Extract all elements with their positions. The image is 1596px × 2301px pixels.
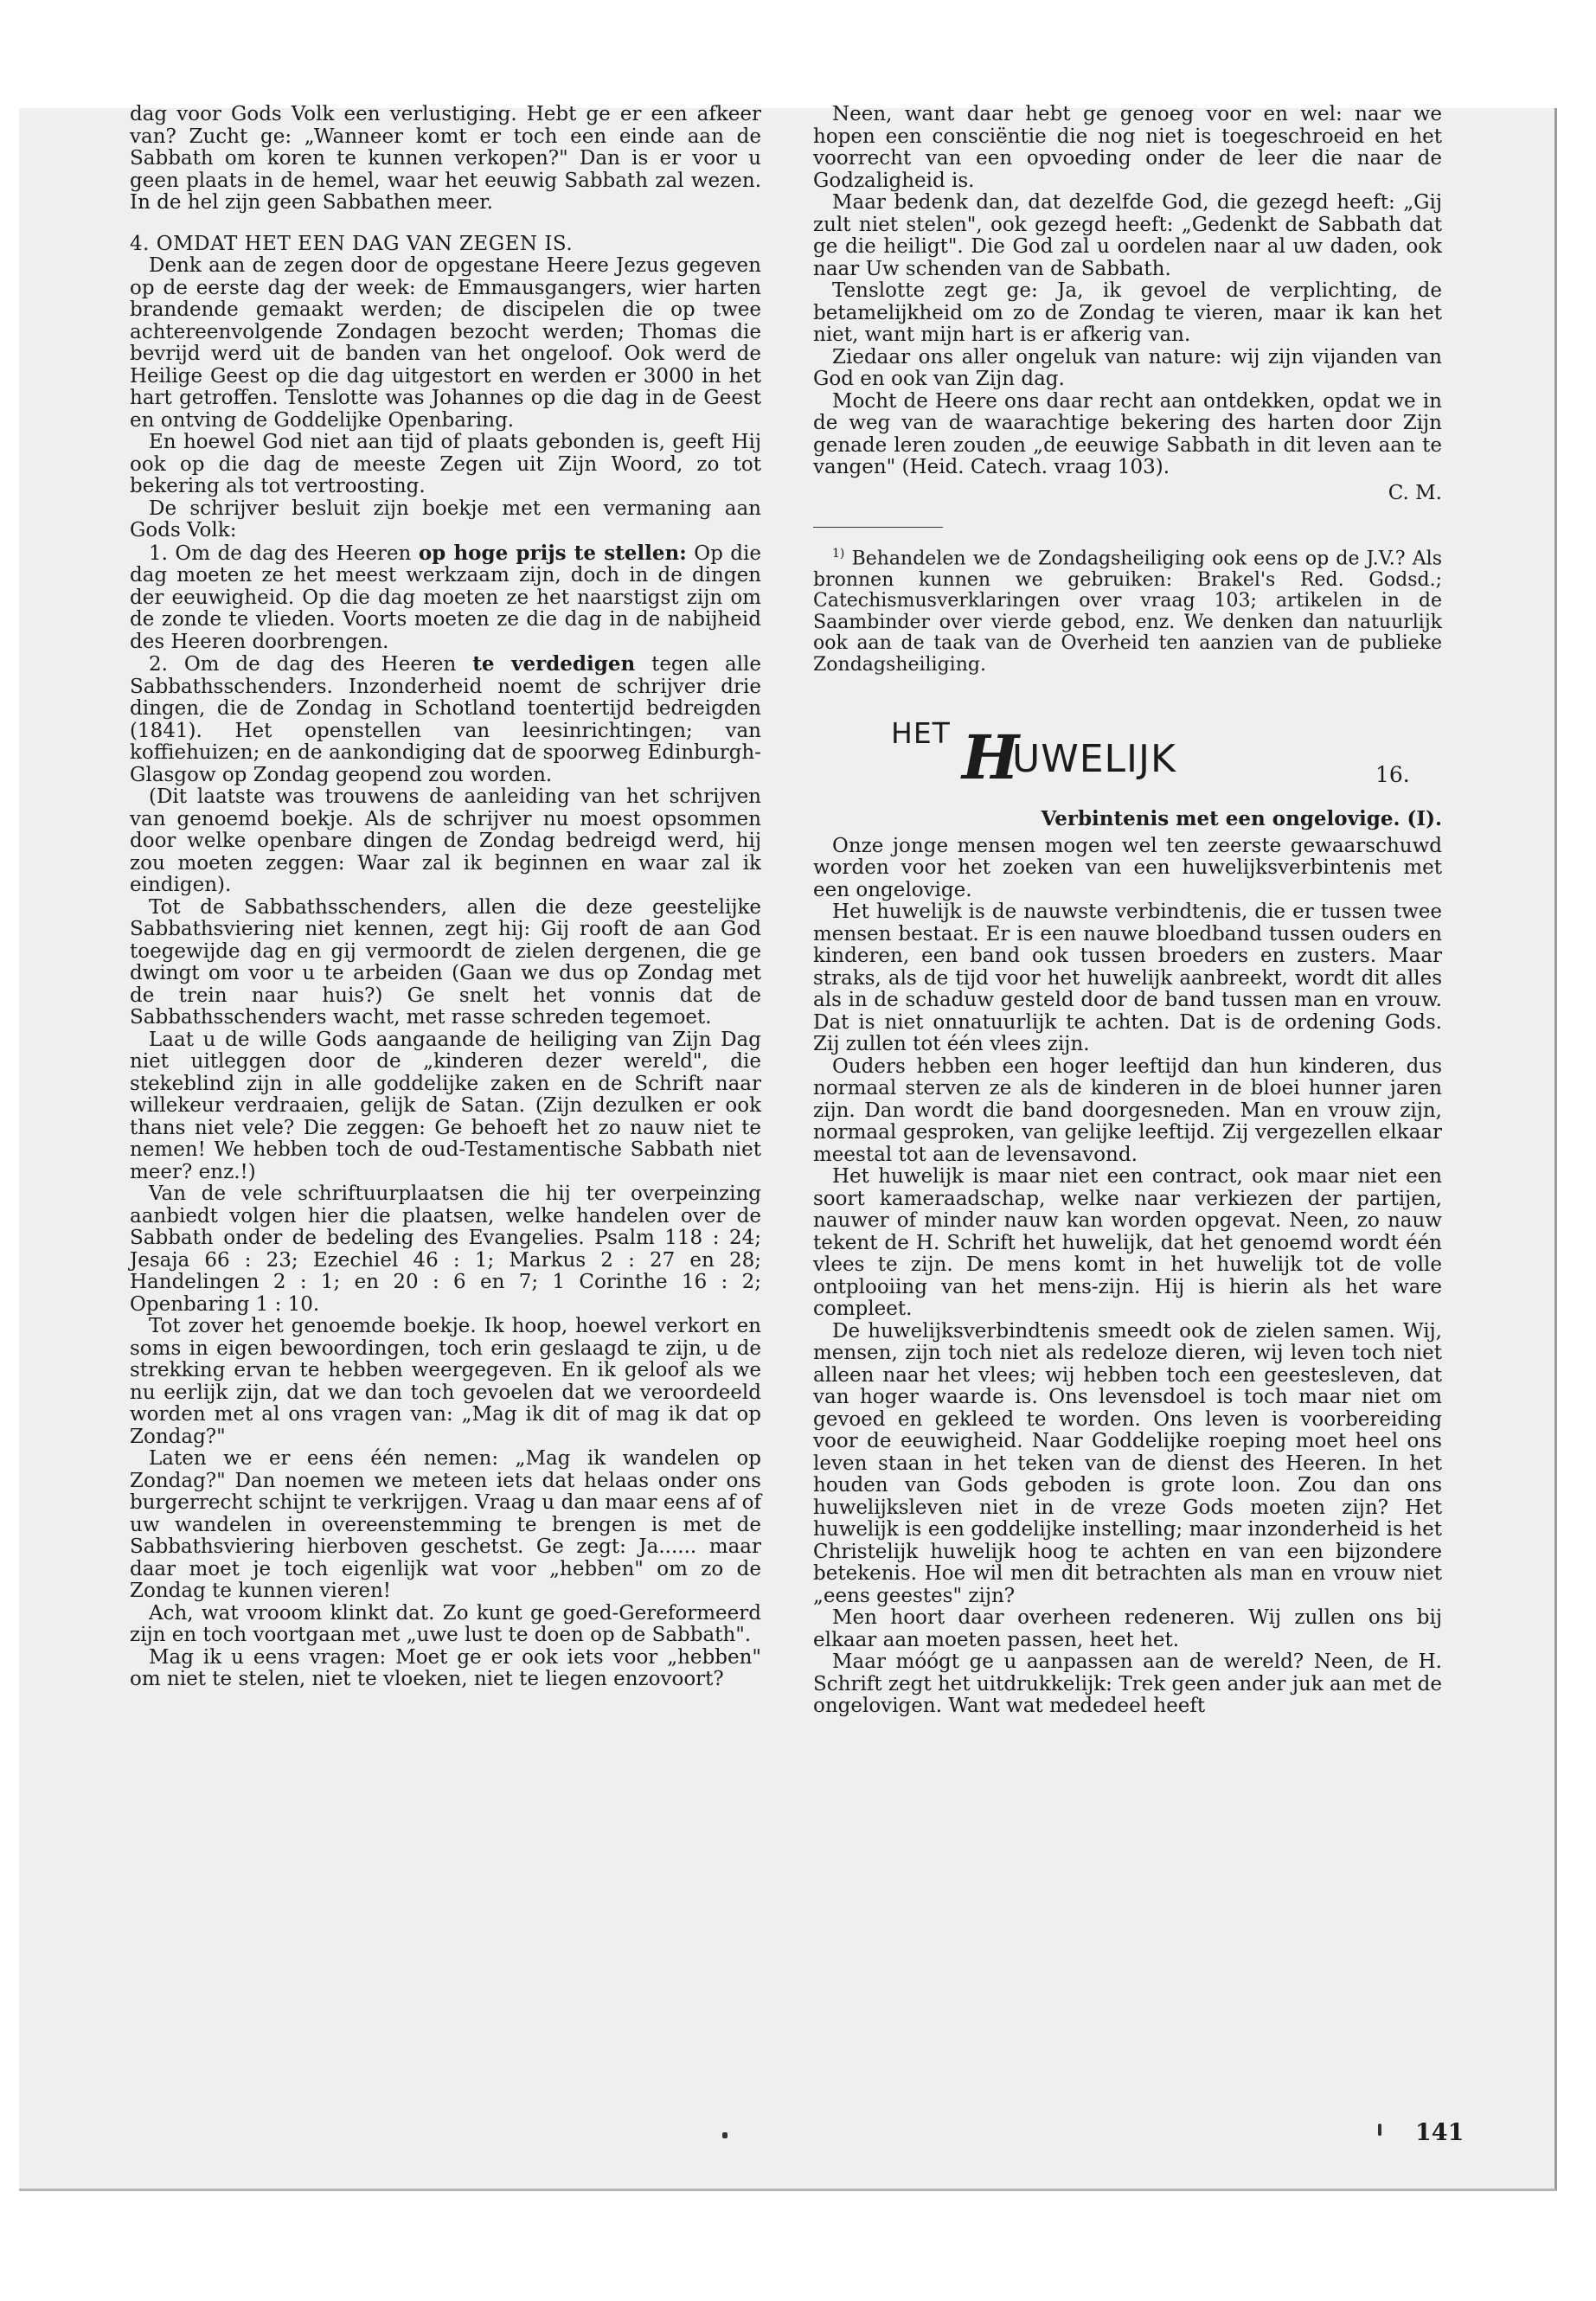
paragraph: Maar móógt ge u aanpassen aan de wereld? Neen, de H. Schrift zegt het uitdrukkelijk: Trek geen ander juk aan met de ongelovigen. Want wat mededeel heeft	[813, 1650, 1442, 1718]
article-title	[813, 710, 1442, 792]
paragraph: Mag ik u eens vragen: Moet ge er ook iets voor „hebben" om niet te stelen, niet te vloeken, niet te liegen enzovoort?	[130, 1645, 761, 1690]
paragraph: Tot zover het genoemde boekje. Ik hoop, hoewel verkort en soms in eigen bewoordingen, toch erin geslaagd te zijn, u de strekking ervan te hebben weergegeven. En ik geloof als we nu eerlijk zijn, dat we dan toch gevoelen dat we veroordeeld worden met al ons vragen van: „Mag ik dit of mag ik dat op Zondag?"	[130, 1315, 761, 1448]
paragraph: Neen, want daar hebt ge genoeg voor en wel: naar we hopen een consciëntie die nog niet is toegeschroeid en het voorrecht van een opvoeding onder de leer die naar de Godzaligheid is.	[813, 103, 1442, 192]
title-initial: H	[962, 721, 1020, 794]
list-item: 2. Om de dag des Heeren te verdedigen tegen alle Sabbathsschenders. Inzonderheid noemt de schrijver drie dingen, die de Zondag in Schotland toentertijd bedreigden (1841). Het openstellen van leesinrichtingen; van koffiehuizen; en de aankondiging dat de spoorweg Edinburgh-Glasgow op Zondag geopend zou worden.	[130, 652, 761, 786]
article-subheading: Verbintenis met een ongelovige. (I).	[1041, 807, 1442, 831]
title-het: HET	[891, 716, 951, 751]
right-column	[813, 104, 1442, 1718]
paragraph: Ziedaar ons aller ongeluk van nature: wij zijn vijanden van God en ook van Zijn dag.	[813, 345, 1442, 390]
paragraph: Ouders hebben een hoger leeftijd dan hun kinderen, dus normaal sterven ze als de kinderen in de bloei hunner jaren zijn. Dan wordt die band doorgesneden. Man en vrouw zijn, normaal gesproken, van gelijke leeftijd. Zij vergezellen elkaar meestal tot aan de levensavond.	[813, 1054, 1442, 1166]
paragraph: Het huwelijk is de nauwste verbindtenis, die er tussen twee mensen bestaat. Er is een nauwe bloedband tussen ouders en kinderen, een band ook tussen broeders en zusters. Maar straks, als de tijd voor het huwelijk aanbreekt, wordt dit alles als in de schaduw gesteld door de band tussen man en vrouw. Dat is niet onnatuurlijk te achten. Dat is de ordening Gods. Zij zullen tot één vlees zijn.	[813, 901, 1442, 1056]
paragraph: Laat u de wille Gods aangaande de heiliging van Zijn Dag niet uitleggen door de „kinderen dezer wereld", die stekeblind zijn in alle goddelijke zaken en de Schrift naar willekeur verdraaien, gelijk de Satan. (Zijn dezulken er ook thans niet vele? Die zeggen: Ge behoeft het zo nauw niet te nemen! We hebben toch de oud-Testamentische Sabbath niet meer? enz.!)	[130, 1028, 761, 1183]
page-number: 141	[1415, 2119, 1465, 2146]
paragraph: dag voor Gods Volk een verlustiging. Hebt ge er een afkeer van? Zucht ge: „Wanneer komt er toch een einde aan de Sabbath om koren te kunnen verkopen?" Dan is er voor u geen plaats in de hemel, waar het eeuwig Sabbath zal wezen. In de hel zijn geen Sabbathen meer.	[130, 103, 761, 214]
paragraph: Tot de Sabbathsschenders, allen die deze geestelijke Sabbathsviering niet kennen, zegt hij: Gij rooft de aan God toegewijde dag en gij vermoordt de zielen dergenen, die ge dwingt om voor u te arbeiden (Gaan we dus op Zondag met de trein naar huis?) Ge snelt het vonnis dat de Sabbathsschenders wacht, met rasse schreden tegemoet.	[130, 895, 761, 1029]
paragraph: De huwelijksverbindtenis smeedt ook de zielen samen. Wij, mensen, zijn toch niet als redeloze dieren, wij leven toch niet alleen naar het vlees; wij hebben toch een geestesleven, dat van hoger waarde is. Ons levensdoel is toch maar niet om gevoed en gekleed te worden. Ons leven is voorbereiding voor de eeuwigheid. Naar Goddelijke roeping moet heel ons leven staan in het teken van de dienst des Heeren. In het houden van Gods geboden is grote loon. Zou dan ons huwelijksleven niet in de vreze Gods moeten zijn? Het huwelijk is een goddelijke instelling; maar inzonderheid is het Christelijk huwelijk hoog te achten en van een bijzondere betekenis. Hoe wil men dit betrachten als man en vrouw niet „eens geestes" zijn?	[813, 1319, 1442, 1607]
paragraph: Laten we er eens één nemen: „Mag ik wandelen op Zondag?" Dan noemen we meteen iets dat helaas onder ons burgerrecht schijnt te verkrijgen. Vraag u dan maar eens af of uw wandelen in overeenstemming te brengen is met de Sabbathsviering hierboven geschetst. Ge zegt: Ja...... maar daar moet je toch eigenlijk wat voor „hebben" om zo de Zondag te kunnen vieren!	[130, 1447, 761, 1602]
footnote-divider	[813, 527, 943, 528]
paragraph: Denk aan de zegen door de opgestane Heere Jezus gegeven op de eerste dag der week: de Emmausgangers, wier harten brandende gemaakt werden; de discipelen die op twee achtereenvolgende Zondagen bezocht werden; Thomas die bevrijd werd uit de banden van het ongeloof. Ook werd de Heilige Geest op die dag uitgestort en werden er 3000 in het hart getroffen. Tenslotte was Johannes op die dag in de Geest en ontving de Goddelijke Openbaring.	[130, 254, 761, 432]
print-speck	[722, 2132, 727, 2138]
left-column	[130, 104, 761, 1691]
paragraph: Mocht de Heere ons daar recht aan ontdekken, opdat we in de weg van de waarachtige bekering des harten door Zijn genade leren zouden „de eeuwige Sabbath in dit leven aan te vangen" (Heid. Catech. vraag 103).	[813, 389, 1442, 478]
paragraph: Onze jonge mensen mogen wel ten zeerste gewaarschuwd worden voor het zoeken van een huwelijksverbintenis met een ongelovige.	[813, 834, 1442, 901]
article-number: 16.	[1375, 762, 1410, 788]
paragraph: Men hoort daar overheen redeneren. Wij zullen ons bij elkaar aan moeten passen, heet het.	[813, 1606, 1442, 1651]
title-huwelijk: UWELIJK	[1012, 737, 1176, 782]
section-heading: 4. OMDAT HET EEN DAG VAN ZEGEN IS.	[130, 232, 574, 255]
paragraph: (Dit laatste was trouwens de aanleiding van het schrijven van genoemd boekje. Als de schrijver nu moest opsommen door welke openbare dingen de Zondag bedreigd werd, hij zou moeten zeggen: Waar zal ik beginnen en waar zal ik eindigen).	[130, 785, 761, 896]
paragraph: Van de vele schriftuurplaatsen die hij ter overpeinzing aanbiedt volgen hier die plaatsen, welke handelen over de Sabbath onder de bedeling des Evangelies. Psalm 118 : 24; Jesaja 66 : 23; Ezechiel 46 : 1; Markus 2 : 27 en 28; Handelingen 2 : 1; en 20 : 6 en 7; 1 Corinthe 16 : 2; Openbaring 1 : 10.	[130, 1183, 761, 1316]
paragraph: De schrijver besluit zijn boekje met een vermaning aan Gods Volk:	[130, 497, 761, 542]
author-signature: C. M.	[1388, 481, 1442, 504]
list-item: 1. Om de dag des Heeren op hoge prijs te stellen: Op die dag moeten ze het meest werkzaam zijn, doch in de dingen der eeuwigheid. Op die dag moeten ze het naarstigst zijn om de zonde te vlieden. Voorts moeten ze die dag in de nabijheid des Heeren doorbrengen.	[130, 541, 761, 653]
paragraph: Het huwelijk is maar niet een contract, ook maar niet een soort kameraadschap, welke naar verkiezen der partijen, nauwer of minder nauw kan worden opgevat. Neen, zo nauw tekent de H. Schrift het huwelijk, dat het genoemd wordt één vlees te zijn. De mens komt in het huwelijk tot de volle ontplooiing van het mens-zijn. Hij is hierin als het ware compleet.	[813, 1165, 1442, 1321]
paragraph: Tenslotte zegt ge: Ja, ik gevoel de verplichting, de betamelijkheid om zo de Zondag te vieren, maar ik kan het niet, want mijn hart is er afkerig van.	[813, 279, 1442, 346]
print-speck	[1378, 2124, 1381, 2136]
paragraph: En hoewel God niet aan tijd of plaats gebonden is, geeft Hij ook op die dag de meeste Zegen uit Zijn Woord, zo tot bekering als tot vertroosting.	[130, 431, 761, 497]
paragraph: Ach, wat vrooom klinkt dat. Zo kunt ge goed-Gereformeerd zijn en toch voortgaan met „uwe lust te doen op de Sabbath".	[130, 1601, 761, 1646]
paragraph: Maar bedenk dan, dat dezelfde God, die gezegd heeft: „Gij zult niet stelen", ook gezegd heeft: „Gedenkt de Sabbath dat ge die heiligt". Die God zal u oordelen naar al uw daden, ook naar Uw schenden van de Sabbath.	[813, 191, 1442, 280]
footnote: $^{1)}$ Behandelen we de Zondagsheiliging ook eens op de J.V.? Als bronnen kunnen we gebruiken: Brakel's Red. Godsd.; Catechismusverklaringen over vraag 103; artikelen in de Saambinder over vierde gebod, enz. We denken dan natuurlijk ook aan de taak van de Overheid ten aanzien van de publieke Zondagsheiliging.	[813, 547, 1442, 676]
